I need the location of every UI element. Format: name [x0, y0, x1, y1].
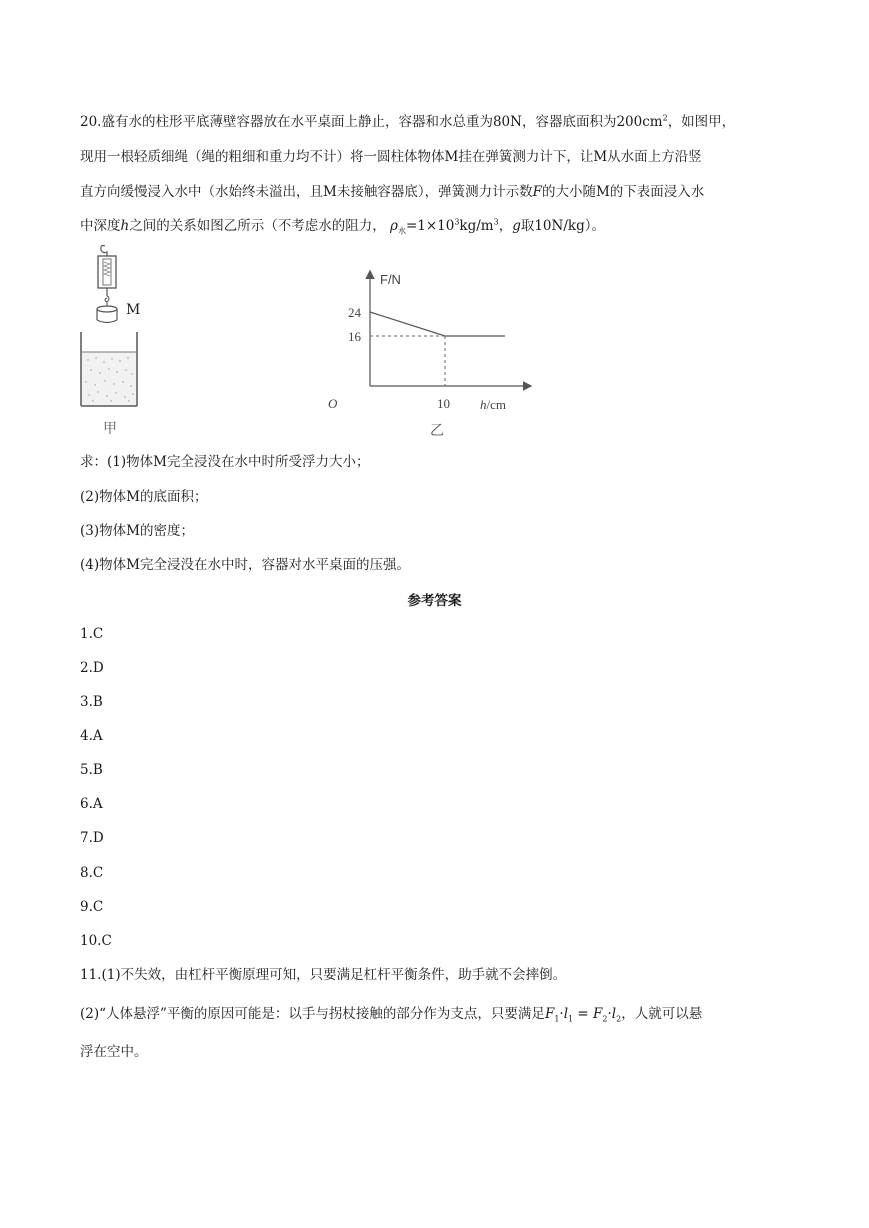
answer-11-line-1: 11.(1)不失效，由杠杆平衡原理可知，只要满足杠杆平衡条件，助手就不会摔倒。 — [80, 967, 567, 983]
answer-11-line-2: (2)“人体悬浮”平衡的原因可能是：以手与拐杖接触的部分作为支点，只要满足$F_1\cdot l_1 = F_2\cdot l_2$，人就可以悬 — [80, 1006, 703, 1024]
question-line-3: 直方向缓慢浸入水中（水始终未溢出，且M未接触容器底），弹簧测力计示数F的大小随M的下表面浸入水 — [80, 184, 705, 200]
y-tick-label-16: 16 — [348, 329, 361, 344]
answer-1: 1.C — [80, 626, 104, 642]
data-line — [370, 312, 505, 336]
x-tick-label-10: 10 — [437, 396, 450, 411]
answer-10: 10.C — [80, 933, 112, 949]
answer-4: 4.A — [80, 728, 103, 744]
origin-label: O — [328, 396, 338, 411]
force-depth-chart — [320, 264, 560, 444]
question-line-4: 中深度h之间的关系如图乙所示（不考虑水的阻力， $\rho_水=1\times 10^3kg/m^3$，g取10N/kg）。 — [80, 217, 605, 236]
ask-1: 求：(1)物体M完全浸没在水中时所受浮力大小； — [80, 454, 370, 470]
caption-yi: 乙 — [430, 423, 444, 439]
ask-4: (4)物体M完全浸没在水中时，容器对水平桌面的压强。 — [80, 557, 410, 573]
answer-2: 2.D — [80, 660, 104, 676]
y-axis-label: F/N — [380, 272, 401, 287]
caption-jia: 甲 — [103, 421, 117, 437]
figure-yi — [320, 264, 560, 444]
ask-3: (3)物体M的密度； — [80, 523, 194, 539]
answers-title: 参考答案 — [407, 593, 462, 609]
answer-11-line-3: 浮在空中。 — [80, 1044, 148, 1060]
answer-7: 7.D — [80, 830, 104, 846]
ask-2: (2)物体M的底面积； — [80, 489, 208, 505]
answer-3: 3.B — [80, 694, 103, 710]
label-m: M — [126, 302, 141, 318]
answer-5: 5.B — [80, 762, 103, 778]
y-tick-label-24: 24 — [348, 305, 361, 320]
answer-6: 6.A — [80, 796, 103, 812]
figure-jia — [76, 240, 146, 440]
question-line-1: 20.盛有水的柱形平底薄壁容器放在水平桌面上静止，容器和水总重为80N，容器底面积为$200cm^2$，如图甲， — [80, 113, 736, 130]
answer-8: 8.C — [80, 865, 104, 881]
question-line-2: 现用一根轻质细绳（绳的粗细和重力均不计）将一圆柱体物体M挂在弹簧测力计下，让M从水面上方沿竖 — [80, 149, 702, 165]
x-axis-label: h/cm — [480, 397, 506, 412]
answer-9: 9.C — [80, 899, 104, 915]
spring-scale-container-illustration — [76, 240, 146, 440]
